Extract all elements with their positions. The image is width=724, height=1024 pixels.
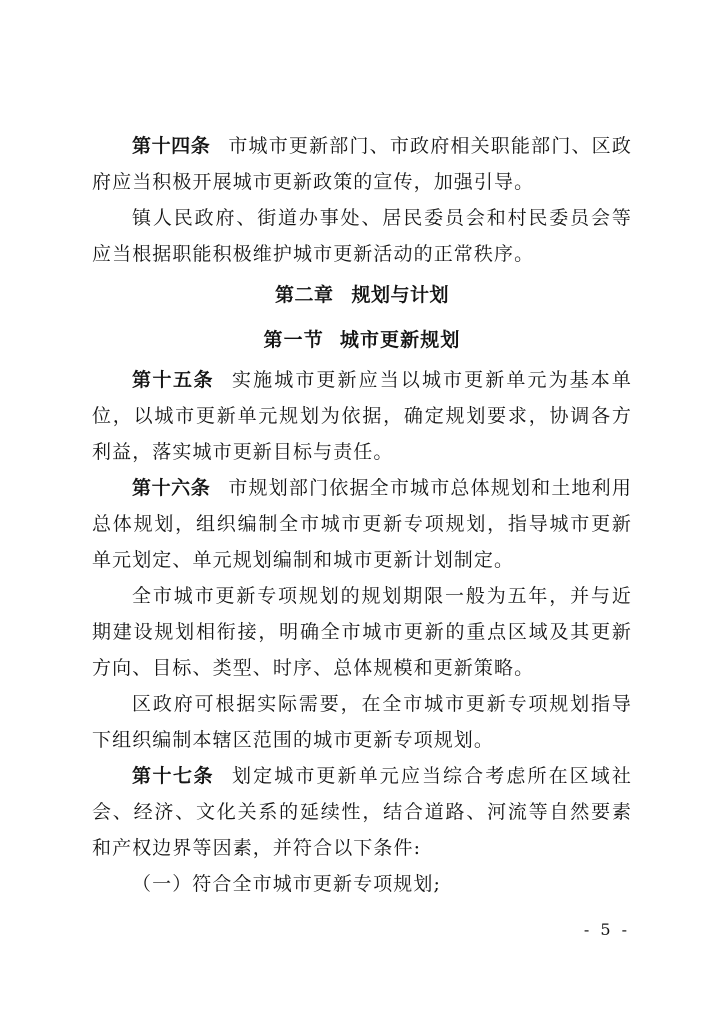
article-17-item-1: （一）符合全市城市更新专项规划;	[132, 873, 442, 895]
section-number: 第一节	[263, 329, 324, 351]
article-16-number: 第十六条	[132, 477, 211, 499]
article-16-paragraph-3: 区政府可根据实际需要，在全市城市更新专项规划指导下组织编制本辖区范围的城市更新专项规划。	[92, 693, 632, 751]
page-number: - 5 -	[583, 920, 630, 939]
article-14-number: 第十四条	[132, 135, 211, 157]
chapter-number: 第二章	[274, 284, 334, 306]
section-title: 城市更新规划	[339, 329, 461, 351]
article-15-paragraph-1	[92, 362, 632, 470]
section-heading	[92, 318, 632, 362]
article-14-text-1: 市城市更新部门、市政府相关职能部门、区政府应当积极开展城市更新政策的宣传，加强引导。	[92, 135, 632, 193]
chapter-title: 规划与计划	[351, 284, 450, 306]
article-16-paragraph-1	[92, 470, 632, 578]
article-15-text-1: 实施城市更新应当以城市更新单元为基本单位，以城市更新单元规划为依据，确定规划要求，协调各方利益，落实城市更新目标与责任。	[92, 369, 632, 463]
article-17-text-1: 划定城市更新单元应当综合考虑所在区域社会、经济、文化关系的延续性，结合道路、河流等自然要素和产权边界等因素，并符合以下条件:	[92, 765, 632, 859]
article-16-paragraph-2: 全市城市更新专项规划的规划期限一般为五年，并与近期建设规划相衔接，明确全市城市更新的重点区域及其更新方向、目标、类型、时序、总体规模和更新策略。	[92, 585, 632, 679]
article-14-paragraph-2: 镇人民政府、街道办事处、居民委员会和村民委员会等应当根据职能积极维护城市更新活动的正常秩序。	[92, 207, 632, 265]
document-body	[92, 128, 632, 902]
article-14-paragraph-1	[92, 128, 632, 200]
chapter-heading	[92, 272, 632, 318]
article-16-text-1: 市规划部门依据全市城市总体规划和土地利用总体规划，组织编制全市城市更新专项规划，指导城市更新单元划定、单元规划编制和城市更新计划制定。	[92, 477, 632, 571]
article-17-number: 第十七条	[132, 765, 215, 787]
article-17-paragraph-1	[92, 758, 632, 866]
article-15-number: 第十五条	[132, 369, 215, 391]
